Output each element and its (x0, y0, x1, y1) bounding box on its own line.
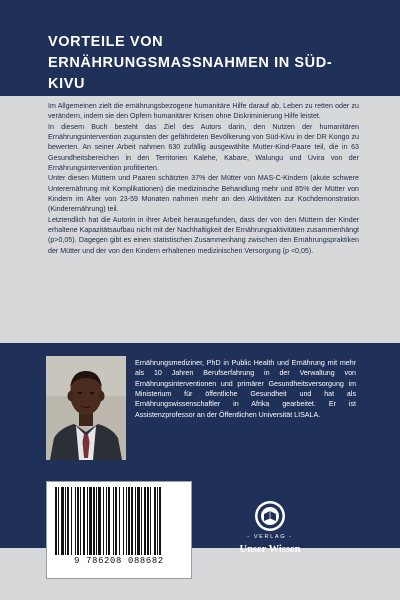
barcode-bar (93, 487, 95, 555)
title-header (0, 0, 400, 96)
author-bio: Ernährungsmediziner, PhD in Public Health und Ernährung mit mehr als 10 Jahren Berufserfahrung in der Verwaltung von Ernährungsinterventionen und primärer Gesundheitsversorgung im Ministerium für öffentliche Gesundheit und hat als Ernährungswissenschaftler in Afrika gearbeitet. Er ist Assistenzprofessor an der Öffentlichen Universität LISALA. (135, 359, 356, 419)
barcode-bar (55, 487, 57, 555)
blurb-paragraph: Im Allgemeinen zielt die ernährungsbezogene humanitäre Hilfe darauf ab, Leben zu retten oder zu verändern, indem sie den Opfern humanitärer Krisen ohne Diskriminierung Hilfe leistet. (48, 102, 359, 121)
barcode-bar (150, 487, 151, 555)
publisher-verlag-label: - VERLAG - (247, 534, 293, 540)
barcode-bar (103, 487, 104, 555)
barcode-bar (147, 487, 149, 555)
barcode-bar (144, 487, 146, 555)
barcode-bar (77, 487, 79, 555)
barcode-bar (98, 487, 101, 555)
barcode-bar (141, 487, 142, 555)
barcode-bar (67, 487, 69, 555)
blurb (48, 101, 359, 256)
barcode-bar (135, 487, 136, 555)
isbn-number: 9 786208 088682 (74, 556, 164, 566)
barcode-bar (157, 487, 158, 555)
barcode-bar (115, 487, 117, 555)
blurb-paragraph: In diesem Buch besteht das Ziel des Autors darin, den Nutzen der humanitären Ernährungsintervention zugunsten der gefährdeten Bevölkerung von Süd-Kivu in der DR Kongo zu bewerten. An seiner Arbeit nahmen 630 zufällig ausgewählte Mutter-Kind-Paare teil, die in 63 Gesundheitsbereichen in den Territorien Kalehe, Kabare, Walungu und Uvira von der Ernährungsintervention profitierten. (48, 122, 359, 173)
barcode-bar (61, 487, 64, 555)
barcode-bar (108, 487, 110, 555)
barcode-bar (154, 487, 156, 555)
book-title: VORTEILE VON ERNÄHRUNGSMASSNAHMEN IN SÜD-KIVU (48, 34, 333, 92)
barcode-bar (126, 487, 127, 555)
barcode-bar (123, 487, 124, 555)
barcode-bar (159, 487, 161, 555)
barcode-bar (113, 487, 114, 555)
barcode-bars (55, 487, 183, 555)
barcode-bar (131, 487, 133, 555)
publisher-logo (232, 500, 306, 560)
barcode-bar (128, 487, 130, 555)
barcode-bar (119, 487, 120, 555)
publisher-emblem-icon (254, 500, 286, 532)
barcode-bar (89, 487, 92, 555)
barcode-bar (80, 487, 81, 555)
barcode-bar (65, 487, 66, 555)
barcode-bar (137, 487, 140, 555)
barcode-bar (75, 487, 76, 555)
barcode-bar (83, 487, 85, 555)
barcode-bar (58, 487, 59, 555)
barcode-bar (87, 487, 88, 555)
publisher-name: Unser Wissen (239, 544, 301, 555)
author-photo (46, 356, 126, 460)
barcode-bar (106, 487, 107, 555)
isbn-barcode (46, 481, 192, 579)
blurb-paragraph: Unter diesen Müttern und Paaren schätzten 37% der Mütter von MAS-C-Kindern (akute schwere Unterernährung mit Komplikationen) die medizinische Behandlung mehr und 85% der Mütter von Kindern im Alter von 23-59 Monaten nahmen mehr an den Aktivitäten zur Kochdemonstration (Kinderernährung) teil. (48, 174, 359, 214)
barcode-bar (71, 487, 72, 555)
blurb-paragraph: Letztendlich hat die Autorin in ihrer Arbeit herausgefunden, dass der von den Müttern der Kinder erhaltene Kapazitätsaufbau nicht mit der Nachhaltigkeit der Ernährungsaktivitäten zusammenhängt (p>0,05). Dagegen gibt es einen statistischen Zusammenhang zwischen den Ernährungspraktiken der Mütter und der von den Kindern erhaltenen medizinischen Versorgung (p <0,05). (48, 215, 359, 255)
barcode-bar (96, 487, 97, 555)
